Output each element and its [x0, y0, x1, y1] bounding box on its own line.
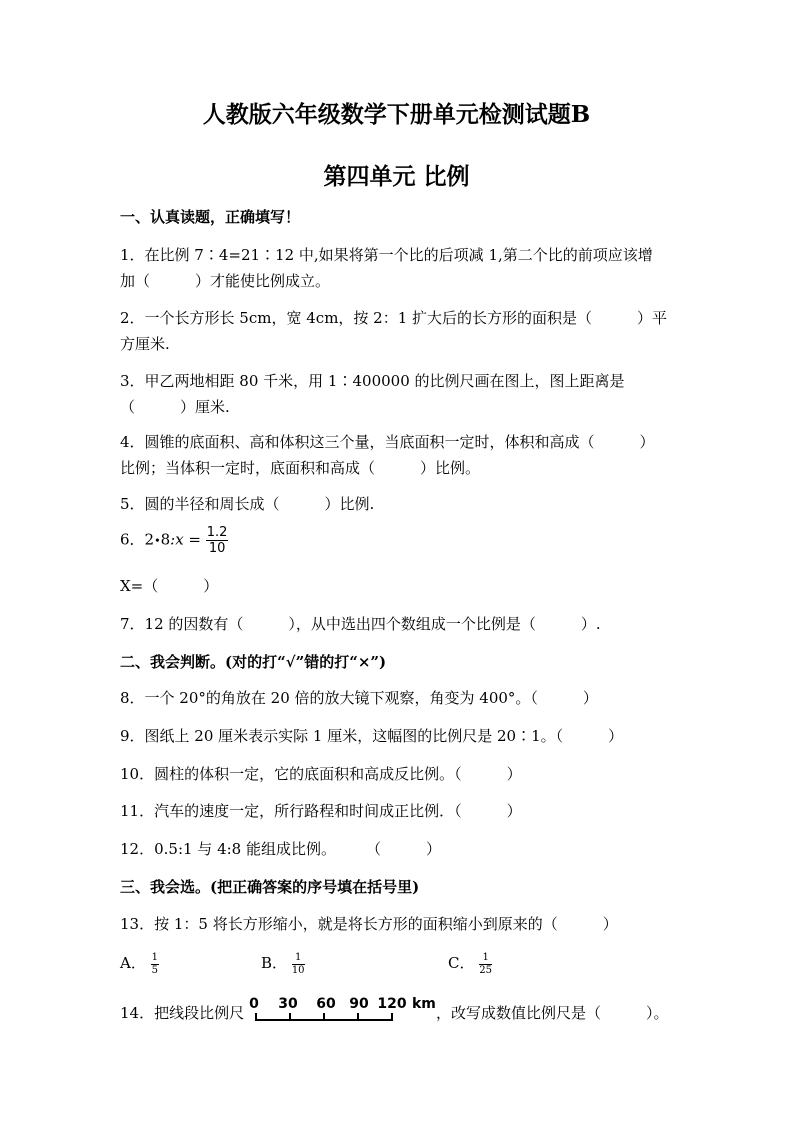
- option-c-fraction: [479, 953, 492, 976]
- question-13: 13．按 1：5 将长方形缩小，就是将长方形的面积缩小到原来的（ ）: [120, 915, 618, 933]
- question-14-prefix: 14．把线段比例尺: [120, 1004, 245, 1022]
- option-c-label: C．: [448, 954, 475, 972]
- question-6-dot: •: [154, 534, 161, 548]
- question-6: [120, 526, 228, 555]
- option-a-fraction: [151, 953, 159, 976]
- scale-tick-label-0: 0: [249, 996, 259, 1012]
- option-c-numerator: 1: [479, 953, 492, 965]
- question-9: 9．图纸上 20 厘米表示实际 1 厘米，这幅图的比例尺是 20∶1。（ ）: [120, 727, 624, 745]
- option-b: [261, 952, 305, 976]
- line-scale-bar: [249, 994, 442, 1026]
- question-2-line-2: 方厘米.: [120, 335, 170, 353]
- question-10: 10．圆柱的体积一定，它的底面积和高成反比例。（ ）: [120, 765, 522, 783]
- question-3-line-1: 3．甲乙两地相距 80 千米，用 1∶400000 的比例尺画在图上，图上距离是: [120, 372, 625, 390]
- question-6-digit: 8: [160, 530, 171, 549]
- option-b-label: B．: [261, 954, 288, 972]
- question-11: 11．汽车的速度一定，所行路程和时间成正比例．（ ）: [120, 802, 522, 820]
- section-1-heading: 一、认真读题，正确填写！: [120, 208, 301, 226]
- page-title: 人教版六年级数学下册单元检测试题B: [202, 101, 591, 128]
- question-12: 12．0.5:1 与 4:8 能组成比例。 （ ）: [120, 840, 441, 858]
- option-a: [120, 952, 159, 976]
- section-3-heading: 三、我会选。(把正确答案的序号填在括号里): [120, 878, 420, 896]
- question-6-fraction: [206, 526, 229, 555]
- scale-tick-label-90: 90: [349, 996, 369, 1012]
- question-6-numerator: 1.2: [206, 525, 228, 540]
- option-a-label: A．: [120, 954, 146, 972]
- scale-tick-label-30: 30: [278, 996, 298, 1012]
- option-a-numerator: 1: [151, 951, 158, 963]
- question-3-line-2: （ ）厘米.: [120, 398, 230, 416]
- option-a-denominator: 5: [151, 964, 158, 976]
- option-b-fraction: [292, 953, 305, 976]
- scale-tick-label-60: 60: [316, 996, 336, 1012]
- question-6-answer: X=（ ）: [120, 577, 219, 595]
- option-b-numerator: 1: [292, 953, 305, 965]
- scale-unit-label: km: [412, 996, 436, 1012]
- question-6-prefix: 6．2: [120, 530, 155, 549]
- option-c-denominator: 25: [479, 964, 492, 976]
- question-4-line-1: 4．圆锥的底面积、高和体积这三个量，当底面积一定时，体积和高成（ ）: [120, 433, 655, 451]
- question-7: 7．12 的因数有（ ），从中选出四个数组成一个比例是（ ）.: [120, 615, 601, 633]
- scale-tick-label-120: 120: [377, 996, 407, 1012]
- question-5: 5．圆的半径和周长成（ ）比例.: [120, 495, 375, 513]
- unit-subtitle: 第四单元 比例: [323, 163, 470, 190]
- question-6-denominator: 10: [208, 541, 226, 556]
- question-8: 8．一个 20°的角放在 20 倍的放大镜下观察，角变为 400°。（ ）: [120, 689, 598, 707]
- option-b-denominator: 10: [291, 964, 305, 976]
- question-1-line-1: 1．在比例 7∶4=21∶12 中,如果将第一个比的后项减 1,第二个比的前项应该增: [120, 246, 653, 264]
- section-2-heading: 二、我会判断。(对的打“√”错的打“×”): [120, 653, 387, 671]
- question-6-expression: :x =: [170, 530, 201, 549]
- question-2-line-1: 2．一个长方形长 5cm，宽 4cm，按 2：1 扩大后的长方形的面积是（ ）平: [120, 309, 668, 327]
- question-1-line-2: 加（ ）才能使比例成立。: [120, 272, 331, 290]
- question-4-line-2: 比例；当体积一定时，底面积和高成（ ）比例。: [120, 459, 481, 477]
- option-c: [448, 952, 492, 976]
- question-14-suffix: ，改写成数值比例尺是（ ）。: [436, 1004, 669, 1022]
